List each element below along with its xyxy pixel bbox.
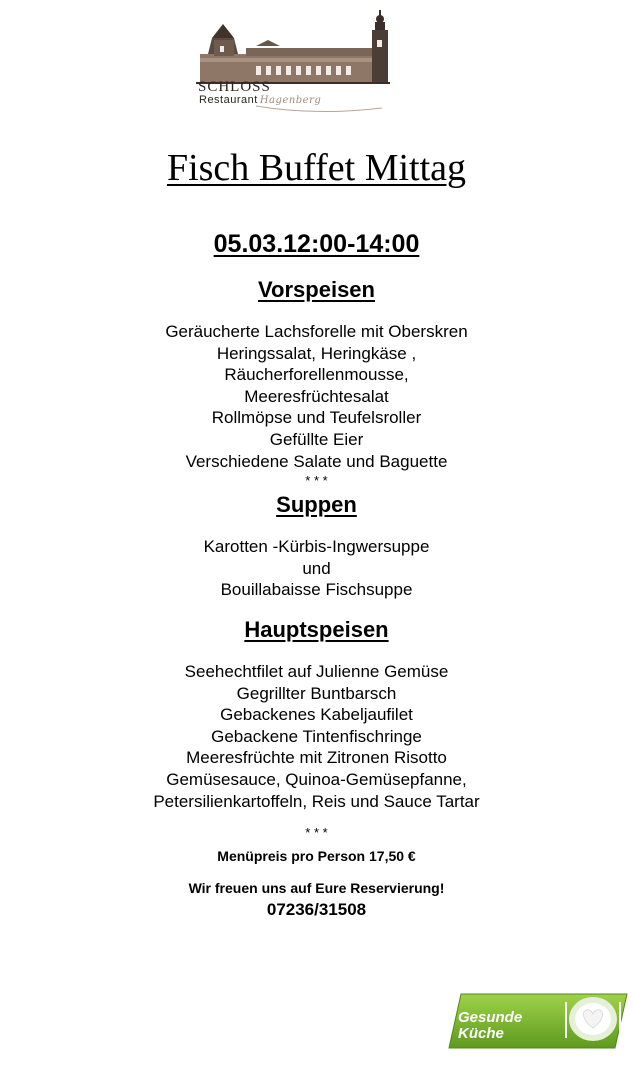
menu-price: Menüpreis pro Person 17,50 € xyxy=(217,848,416,864)
menu-item: Petersilienkartoffeln, Reis und Sauce Tartar xyxy=(153,791,480,811)
phone-number: 07236/31508 xyxy=(266,900,367,919)
menu-item: Verschiedene Salate und Baguette xyxy=(185,451,448,471)
section-items-hauptspeisen xyxy=(0,661,633,812)
menu-item: Bouillabaisse Fischsuppe xyxy=(220,580,413,600)
menu-item: Rollmöpse und Teufelsroller xyxy=(211,408,422,428)
section-heading-text: Hauptspeisen xyxy=(244,617,389,642)
menu-item: Gemüsesauce, Quinoa-Gemüsepfanne, xyxy=(166,769,467,789)
logo-script: Hagenberg xyxy=(259,95,322,106)
separator: * * * xyxy=(305,473,328,488)
section-heading-text: Suppen xyxy=(276,492,357,517)
menu-item: Räucherforellenmousse, xyxy=(224,365,409,385)
menu-item: und xyxy=(302,558,331,578)
page-title xyxy=(0,146,633,190)
menu-item: Gefüllte Eier xyxy=(269,429,364,449)
menu-item: Meeresfrüchtesalat xyxy=(244,386,389,406)
badge-label xyxy=(458,1010,522,1042)
menu-item: Gebackenes Kabeljaufilet xyxy=(220,705,413,725)
section-heading-vorspeisen xyxy=(0,276,633,304)
section-heading-text: Vorspeisen xyxy=(258,277,375,302)
section-items-suppen xyxy=(0,536,633,601)
badge-line: Küche xyxy=(458,1025,504,1042)
badge-line: Gesunde xyxy=(458,1009,523,1026)
separator: * * * xyxy=(305,825,328,840)
menu-item: Heringssalat, Heringkäse , xyxy=(216,343,417,363)
reservation-note: Wir freuen uns auf Eure Reservierung! xyxy=(188,880,445,896)
menu-item: Seehechtfilet auf Julienne Gemüse xyxy=(184,662,449,681)
menu-item: Gebackene Tintenfischringe xyxy=(211,726,422,746)
logo-subtitle xyxy=(199,94,321,106)
menu-item: Geräucherte Lachsforelle mit Oberskren xyxy=(165,322,468,341)
menu-date xyxy=(0,228,633,260)
menu-date-text: 05.03.12:00-14:00 xyxy=(213,230,420,258)
page-title-text: Fisch Buffet Mittag xyxy=(166,147,467,189)
section-items-vorspeisen xyxy=(0,321,633,472)
menu-item: Meeresfrüchte mit Zitronen Risotto xyxy=(186,748,447,768)
logo-subtitle-text: Restaurant xyxy=(199,94,258,106)
logo-name: SCHLOSS xyxy=(198,79,271,95)
section-heading-suppen xyxy=(0,491,633,519)
section-heading-hauptspeisen xyxy=(0,616,633,644)
menu-item: Gegrillter Buntbarsch xyxy=(236,683,397,703)
menu-item: Karotten -Kürbis-Ingwersuppe xyxy=(203,537,430,556)
